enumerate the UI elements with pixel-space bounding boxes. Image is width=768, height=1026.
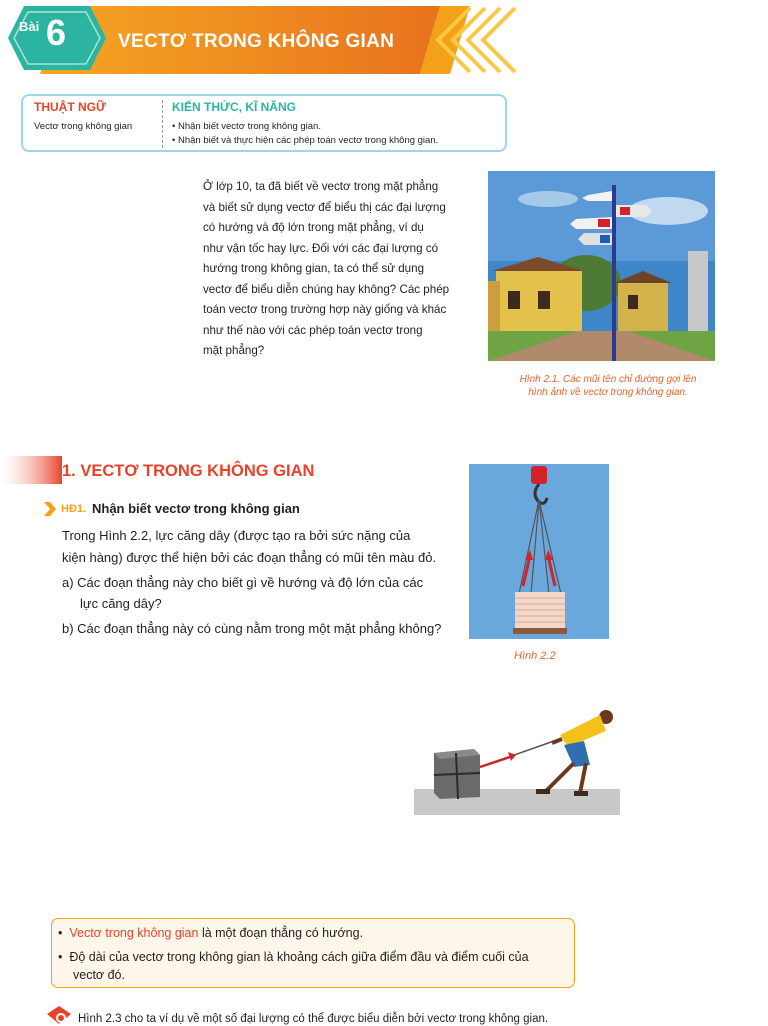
terms-divider (162, 100, 163, 148)
figure-2-2-caption: Hình 2.2 (514, 650, 556, 662)
definition-item-2 (58, 950, 529, 964)
figure-2-1-caption (494, 373, 722, 399)
intro-line: vectơ để biểu diễn chúng hay không? Các phép (203, 282, 450, 296)
section-bar (0, 456, 62, 484)
hd-tag: HĐ1. (61, 503, 87, 515)
hd-question-b: b) Các đoạn thẳng này có cùng nằm trong một mặt phẳng không? (62, 621, 442, 636)
signpost-photo (488, 171, 715, 361)
bullet: • (58, 926, 63, 940)
hd-line: Trong Hình 2.2, lực căng dây (được tạo ra bởi sức nặng của (62, 528, 411, 543)
definition-item-2-cont: vectơ đó. (73, 968, 125, 982)
lesson-word: Bài (19, 19, 40, 34)
skill-item: • Nhận biết vectơ trong không gian. (172, 121, 321, 132)
intro-line: mặt phẳng? (203, 344, 265, 357)
intro-line: Ở lớp 10, ta đã biết về vectơ trong mặt phẳng (203, 180, 439, 193)
skills-title: KIẾN THỨC, KĨ NĂNG (172, 100, 296, 114)
intro-line: và biết sử dụng vectơ để biểu thị các đại lượng (203, 200, 446, 214)
definition-text: Độ dài của vectơ trong không gian là khoảng cách giữa điểm đầu và điểm cuối của (69, 950, 529, 964)
footer-text: Hình 2.3 cho ta ví dụ về một số đại lượng có thể được biểu diễn bởi vectơ trong không gian. (78, 1013, 549, 1025)
intro-line: như thế nào với các phép toán vectơ trong (203, 323, 423, 337)
definition-text: là một đoạn thẳng có hướng. (198, 926, 364, 940)
chevron-icon (44, 502, 60, 516)
intro-line: như vận tốc hay lực. Đối với các đại lượng có (203, 241, 439, 255)
hd-line: kiện hàng) được thể hiện bởi các đoạn thẳng có mũi tên màu đỏ. (62, 550, 437, 565)
crane-photo (469, 464, 609, 639)
section-title: 1. VECTƠ TRONG KHÔNG GIAN (62, 462, 315, 480)
hd-question-a-cont: lực căng dây? (80, 596, 162, 611)
pulling-illustration (414, 705, 620, 817)
bullet: • (58, 950, 63, 964)
intro-paragraph (203, 177, 467, 362)
definition-item-1 (58, 926, 363, 940)
intro-line: hướng trong không gian, ta có thể sử dụng (203, 262, 425, 275)
intro-line: có hướng và độ lớn trong mặt phẳng, ví dụ (203, 221, 424, 234)
lesson-number: 6 (46, 12, 67, 53)
intro-line: toán vectơ trong trường hợp này giống và khác (203, 303, 447, 316)
caption-line: Hình 2.1. Các mũi tên chỉ đường gợi lên (519, 374, 697, 385)
hd-title: Nhận biết vectơ trong không gian (92, 501, 300, 516)
terms-item: Vectơ trong không gian (34, 121, 133, 132)
lesson-title: VECTƠ TRONG KHÔNG GIAN (118, 31, 395, 52)
terms-title: THUẬT NGỮ (34, 100, 106, 114)
caption-line: hình ảnh về vectơ trong không gian. (528, 387, 688, 398)
hd-question-a: a) Các đoạn thẳng này cho biết gì về hướng và độ lớn của các (62, 575, 424, 590)
example-icon (47, 1006, 73, 1026)
definition-term: Vectơ trong không gian (69, 926, 199, 940)
skill-item: • Nhận biết và thực hiện các phép toán vectơ trong không gian. (172, 135, 439, 146)
